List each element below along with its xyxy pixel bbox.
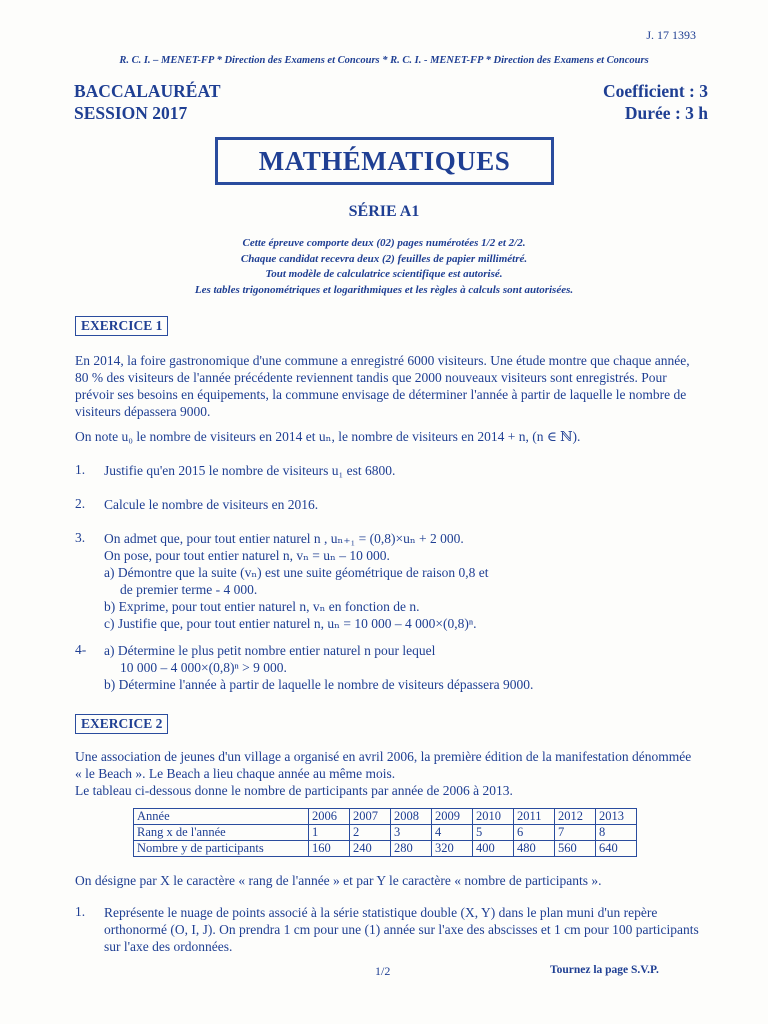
ex1-q3-b: b) Exprime, pour tout entier naturel n, vₙ en fonction de n. [104, 599, 420, 614]
table-cell: 2011 [514, 809, 555, 825]
coefficient: Coefficient : 3 [603, 81, 708, 101]
table-cell: 2008 [391, 809, 432, 825]
ex1-q2: Calcule le nombre de visiteurs en 2016. [104, 497, 319, 512]
ex1-q3-line: On pose, pour tout entier naturel n, vₙ = uₙ – 10 000. [104, 548, 390, 563]
table-cell: 400 [473, 841, 514, 857]
subject-title: MATHÉMATIQUES [215, 137, 554, 185]
page-number: 1/2 [375, 964, 391, 978]
table-row [134, 825, 637, 841]
table-cell: 8 [596, 825, 637, 841]
ex1-q4 [104, 642, 704, 693]
ex2-intro: Une association de jeunes d'un village a organisé en avril 2006, la première édition de la manifestation dénommée « le Beach ». Le Beach a lieu chaque année au même mois. [75, 749, 692, 781]
ex1-q3-a-cont: de premier terme - 4 000. [120, 582, 258, 597]
note-line: Chaque candidat recevra deux (2) feuilles de papier millimétré. [240, 252, 528, 265]
table-cell: 240 [350, 841, 391, 857]
table-cell: 640 [596, 841, 637, 857]
ex1-q2-number: 2. [75, 496, 86, 511]
ex2-q1-number: 1. [75, 904, 86, 919]
table-cell: 7 [555, 825, 596, 841]
ex1-q4-a: a) Détermine le plus petit nombre entier naturel n pour lequel [104, 643, 436, 658]
ex1-notation: On note u₀ le nombre de visiteurs en 2014 et uₙ, le nombre de visiteurs en 2014 + n, (n ∈ ℕ). [75, 429, 581, 444]
exercise-1-title: EXERCICE 1 [75, 316, 168, 336]
turn-page-note: Tournez la page S.V.P. [550, 964, 659, 976]
table-cell: 6 [514, 825, 555, 841]
table-row-label: Rang x de l'année [134, 825, 309, 841]
ex1-q3-line: On admet que, pour tout entier naturel n , uₙ₊₁ = (0,8)×uₙ + 2 000. [104, 531, 464, 546]
table-row-label: Nombre y de participants [134, 841, 309, 857]
session: SESSION 2017 [74, 103, 188, 123]
ex2-definition: On désigne par X le caractère « rang de l'année » et par Y le caractère « nombre de participants ». [75, 873, 602, 888]
table-cell: 280 [391, 841, 432, 857]
reference-code: J. 17 1393 [646, 28, 696, 42]
table-cell: 2009 [432, 809, 473, 825]
participants-table [133, 808, 637, 857]
table-cell: 2012 [555, 809, 596, 825]
table-cell: 320 [432, 841, 473, 857]
header-right [603, 80, 708, 124]
table-cell: 3 [391, 825, 432, 841]
duration: Durée : 3 h [624, 103, 708, 123]
header-ministry-line: R. C. I. – MENET-FP * Direction des Examens et Concours * R. C. I. - MENET-FP * Direction des Examens et Concours [119, 55, 649, 66]
note-line: Tout modèle de calculatrice scientifique est autorisé. [265, 268, 503, 280]
table-cell: 560 [555, 841, 596, 857]
ex1-q1-number: 1. [75, 462, 86, 477]
table-cell: 2006 [309, 809, 350, 825]
serie-label: SÉRIE A1 [348, 203, 420, 220]
ex1-q4-a-inequality: 10 000 – 4 000×(0,8)ⁿ > 9 000. [120, 660, 287, 675]
table-cell: 2 [350, 825, 391, 841]
ex2-table-intro: Le tableau ci-dessous donne le nombre de participants par année de 2006 à 2013. [75, 783, 513, 798]
ex1-q4-b: b) Détermine l'année à partir de laquelle le nombre de visiteurs dépassera 9000. [104, 677, 534, 692]
ex1-q1: Justifie qu'en 2015 le nombre de visiteurs u₁ est 6800. [104, 463, 396, 478]
ex1-q3 [104, 530, 704, 632]
ex1-q3-c: c) Justifie que, pour tout entier naturel n, uₙ = 10 000 – 4 000×(0,8)ⁿ. [104, 616, 477, 631]
table-cell: 2007 [350, 809, 391, 825]
ex2-q1: Représente le nuage de points associé à la série statistique double (X, Y) dans le plan muni d'un repère orthonormé (O, I, J). On prendra 1 cm pour une (1) année sur l'axe des abscisses et 1 cm pour 100 participants sur l'axe des ordonnées. [104, 905, 699, 954]
note-line: Cette épreuve comporte deux (02) pages numérotées 1/2 et 2/2. [242, 237, 526, 249]
table-cell: 5 [473, 825, 514, 841]
table-cell: 1 [309, 825, 350, 841]
ex1-q4-number: 4- [75, 642, 87, 657]
table-cell: 160 [309, 841, 350, 857]
ex1-q3-a: a) Démontre que la suite (vₙ) est une suite géométrique de raison 0,8 et [104, 565, 489, 580]
table-row [134, 841, 637, 857]
header-left [74, 80, 221, 124]
table-cell: 2010 [473, 809, 514, 825]
exam-name: BACCALAURÉAT [74, 81, 221, 101]
exam-notes [0, 236, 768, 298]
note-line: Les tables trigonométriques et logarithmiques et les règles à calculs sont autorisées. [194, 283, 574, 296]
table-cell: 480 [514, 841, 555, 857]
ex1-intro: En 2014, la foire gastronomique d'une commune a enregistré 6000 visiteurs. Une étude montre que chaque année, 80 % des visiteurs de l'année précédente reviennent tandis que 2000 nouveaux visiteurs sont enregistrés. Pour prévoir ses besoins en équipements, la commune envisage de déterminer l'année à partir de laquelle le nombre de visiteurs dépassera 9000. [75, 353, 690, 419]
table-cell: 2013 [596, 809, 637, 825]
table-cell: 4 [432, 825, 473, 841]
ex1-q3-number: 3. [75, 530, 86, 545]
table-row-label: Année [134, 809, 309, 825]
exercise-2-title: EXERCICE 2 [75, 714, 168, 734]
table-row [134, 809, 637, 825]
